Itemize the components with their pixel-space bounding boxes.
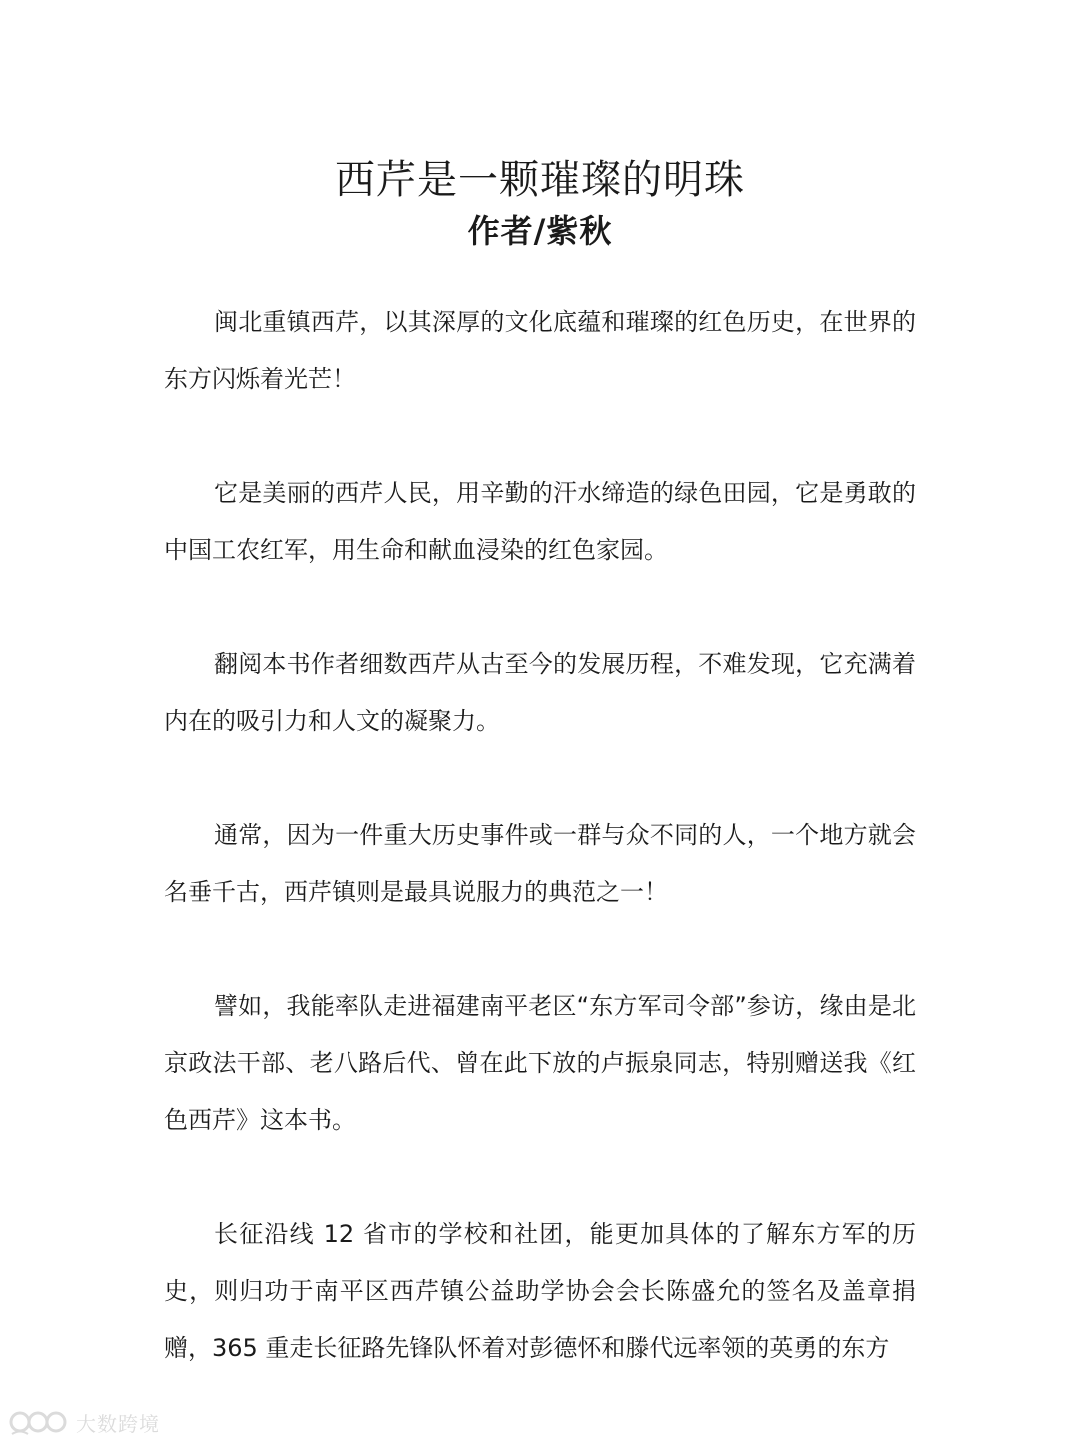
document-body <box>164 294 916 1434</box>
brand-logo-icon <box>8 1407 72 1437</box>
paragraph-2: 它是美丽的西芹人民，用辛勤的汗水缔造的绿色田园，它是勇敢的中国工农红军，用生命和献血浸染的红色家园。 <box>164 479 916 564</box>
paragraph-6: 长征沿线 12 省市的学校和社团，能更加具体的了解东方军的历史，则归功于南平区西芹镇公益助学协会会长陈盛允的签名及盖章捐赠，365 重走长征路先锋队怀着对彭德怀和滕代远率领的英勇的东方 <box>164 1220 916 1362</box>
document-title: 西芹是一颗璀璨的明珠 <box>335 157 745 203</box>
paragraph-3: 翻阅本书作者细数西芹从古至今的发展历程，不难发现，它充满着内在的吸引力和人文的凝聚力。 <box>164 650 916 735</box>
watermark <box>8 1405 160 1439</box>
paragraph-1: 闽北重镇西芹，以其深厚的文化底蕴和璀璨的红色历史，在世界的东方闪烁着光芒！ <box>164 308 916 393</box>
watermark-text: 大数跨境 <box>76 1411 160 1436</box>
paragraph-5: 譬如，我能率队走进福建南平老区“东方军司令部”参访，缘由是北京政法干部、老八路后代、曾在此下放的卢振泉同志，特别赠送我《红色西芹》这本书。 <box>164 992 916 1134</box>
paragraph-4: 通常，因为一件重大历史事件或一群与众不同的人，一个地方就会名垂千古，西芹镇则是最具说服力的典范之一！ <box>164 821 916 906</box>
document-author: 作者/紫秋 <box>467 212 613 250</box>
